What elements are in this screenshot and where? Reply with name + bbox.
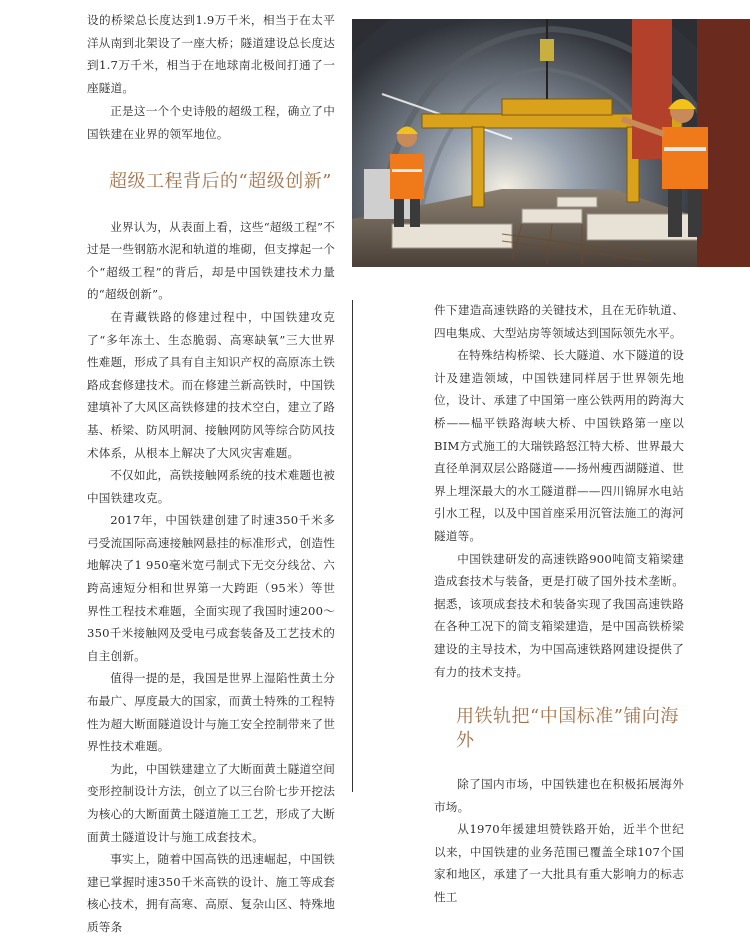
left-paragraph-9: 事实上，随着中国高铁的迅速崛起，中国铁建已掌握时速350千米高铁的设计、施工等成套核心技术，拥有高寒、高原、复杂山区、特殊地质等条 (87, 852, 335, 934)
right-column (434, 299, 684, 909)
tunnel-construction-photo (352, 19, 750, 267)
right-paragraph-4: 除了国内市场，中国铁建也在积极拓展海外市场。 (434, 777, 684, 814)
section-heading-china-standard: 用铁轨把“中国标准”铺向海外 (456, 706, 679, 752)
left-column (87, 9, 335, 939)
right-paragraph-2: 在特殊结构桥梁、长大隧道、水下隧道的设计及建造领域，中国铁建同样居于世界领先地位，设计、承建了中国第一座公铁两用的跨海大桥——榀平铁路海峡大桥、中国铁路第一座以BIM方式施工的大瑞铁路怒江特大桥、世界最大直径单洞双层公路隧道——扬州瘦西湖隧道、世界上埋深最大的水工隧道群——四川锦屏水电站引水工程，以及中国首座采用沉管法施工的海河隧道等。 (434, 348, 684, 543)
section-heading-super-innovation: 超级工程背后的“超级创新” (109, 170, 332, 192)
left-paragraph-8: 为此，中国铁建建立了大断面黄土隧道空间变形控制设计方法，创立了以三台阶七步开挖法为核心的大断面黄土隧道施工工艺，形成了大断面黄土隧道设计与施工成套技术。 (87, 761, 335, 844)
photo-illustration (352, 19, 750, 267)
left-paragraph-2: 正是这一个个史诗般的超级工程，确立了中国铁建在业界的领军地位。 (87, 104, 335, 141)
column-divider (352, 300, 353, 792)
right-paragraph-5: 从1970年援建坦赞铁路开始，近半个世纪以来，中国铁建的业务范围已覆盖全球107个国家和地区，承建了一大批具有重大影响力的标志性工 (434, 822, 684, 905)
right-paragraph-3: 中国铁建研发的高速铁路900吨简支箱梁建造成套技术与装备，更是打破了国外技术垄断。据悉，该项成套技术和装备实现了我国高速铁路在各种工况下的简支箱梁建造，是中国高铁桥梁建设的主导技术，为中国高速铁路网建设提供了有力的技术支持。 (434, 551, 684, 679)
left-paragraph-4: 在青藏铁路的修建过程中，中国铁建攻克了“多年冻土、生态脆弱、高寒缺氧”三大世界性难题，形成了具有自主知识产权的高原冻土铁路成套修建技术。而在修建兰新高铁时，中国铁建填补了大风区高铁修建的技术空白，建立了路基、桥梁、防风明洞、接触网防风等综合防风技术体系，从根本上解决了大风灾害难题。 (87, 309, 335, 460)
left-paragraph-6: 2017年，中国铁建创建了时速350千米多弓受流国际高速接触网悬挂的标准形式，创造性地解决了1 950毫米宽弓制式下无交分线岔、六跨高速短分相和世界第一大跨距（95米）等世界性工程技术难题，全面实现了我国时速200～350千米接触网及受电弓成套装备及工艺技术的自主创新。 (87, 513, 335, 663)
right-paragraph-1: 件下建造高速铁路的关键技术，且在无砟轨道、四电集成、大型站房等领域达到国际领先水平。 (434, 303, 684, 340)
left-paragraph-1: 设的桥梁总长度达到1.9万千米，相当于在太平洋从南到北架设了一座大桥；隧道建设总长度达到1.7万千米，相当于在地球南北极间打通了一座隧道。 (87, 13, 335, 95)
left-paragraph-3: 业界认为，从表面上看，这些“超级工程”不过是一些钢筋水泥和轨道的堆砌，但支撑起一个个“超级工程”的背后，却是中国铁建技术力量的“超级创新”。 (87, 219, 335, 302)
left-paragraph-5: 不仅如此，高铁接触网系统的技术难题也被中国铁建攻克。 (87, 468, 335, 505)
left-paragraph-7: 值得一提的是，我国是世界上湿陷性黄土分布最广、厚度最大的国家，而黄土特殊的工程特性为超大断面隧道设计与施工安全控制带来了世界性技术难题。 (87, 671, 335, 754)
